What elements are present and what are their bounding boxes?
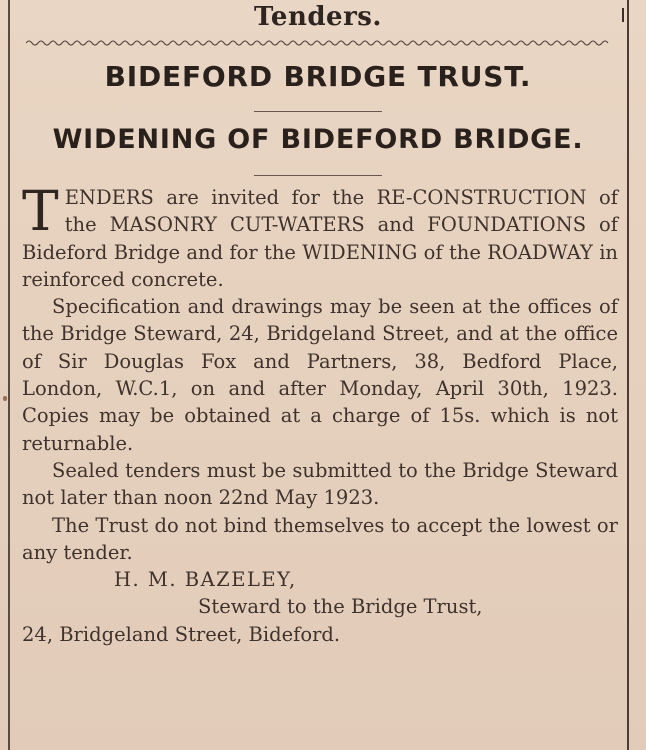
- paragraph-text: ENDERS are invited for the RE-CONSTRUCTION of the MASONRY CUT-WATERS and FOUNDATIONS of Bideford Bridge and for the WIDENING of the ROADWAY in reinforced concrete.: [22, 186, 618, 291]
- signature-address: 24, Bridgeland Street, Bideford.: [22, 622, 341, 646]
- short-divider: [254, 175, 382, 176]
- column-rule-right: [627, 0, 629, 750]
- section-heading: Tenders.: [254, 2, 382, 32]
- wavy-divider: [26, 38, 612, 48]
- ink-speck: [3, 396, 7, 401]
- paragraph-specification: Specification and drawings may be seen at the offices of the Bridge Steward, 24, Bridgeland Street, and at the office of Sir Douglas Fox and Partners, 38, Bedford Place, London, W.C.1, on and after Monday, April 30th, 1923. Copies may be obtained at a charge of 15s. which is not returnable.: [22, 295, 618, 455]
- short-divider: [254, 111, 382, 112]
- signature-role: Steward to the Bridge Trust,: [198, 595, 483, 619]
- paragraph-sealed-tenders: Sealed tenders must be submitted to the Bridge Steward not later than noon 22nd May 1923.: [22, 458, 618, 510]
- column-rule-left: [8, 0, 10, 750]
- paragraph-disclaimer: The Trust do not bind themselves to accept the lowest or any tender.: [22, 513, 618, 564]
- notice-body: [22, 179, 618, 648]
- signature-name: H. M. BAZELEY,: [114, 568, 297, 592]
- paragraph-intro: [22, 179, 618, 293]
- notice-subtitle: WIDENING OF BIDEFORD BRIDGE.: [52, 124, 584, 155]
- notice-title: BIDEFORD BRIDGE TRUST.: [104, 60, 532, 93]
- column-rule-mark: [622, 8, 624, 22]
- drop-cap: T: [22, 179, 59, 243]
